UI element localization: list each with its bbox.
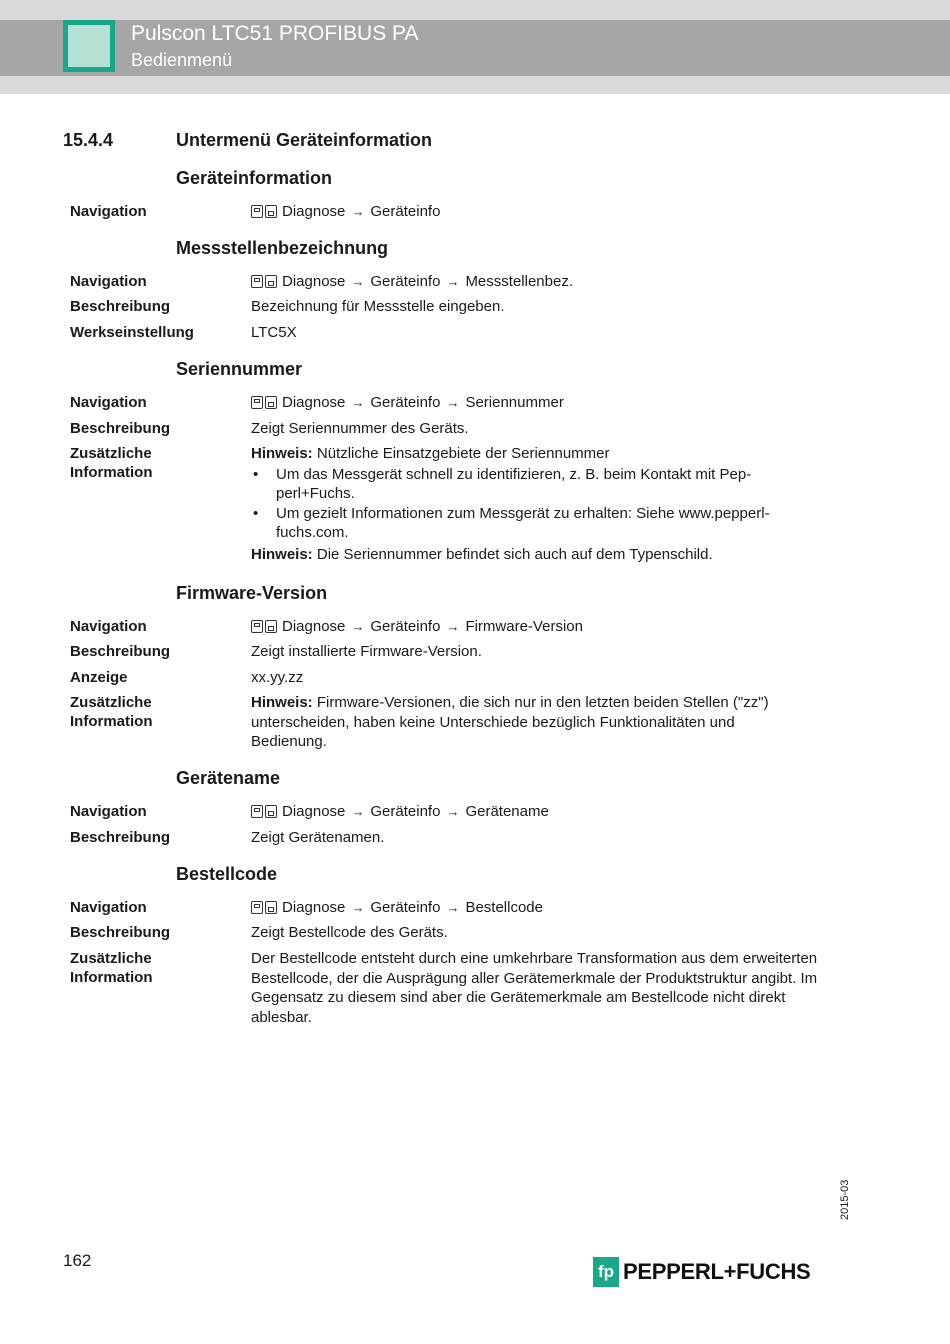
operate-key-icon [265, 205, 277, 218]
messstelle-werkseinstellung: LTC5X [251, 324, 297, 341]
arrow-icon: → [446, 619, 460, 634]
display-key-icon [251, 620, 263, 633]
nav-path-seriennummer: Diagnose → Geräteinfo → Seriennummer [251, 393, 564, 412]
page-number: 162 [63, 1251, 92, 1270]
firmware-anzeige: xx.yy.zz [251, 669, 304, 686]
display-key-icon [251, 205, 263, 218]
label-zusaetzliche-information: Zusätzliche Information [70, 694, 153, 730]
arrow-icon: → [351, 900, 365, 915]
label-zusaetzliche-information: Zusätzliche Information [70, 950, 153, 986]
label-beschreibung: Beschreibung [70, 829, 171, 846]
label-beschreibung: Beschreibung [70, 924, 171, 941]
subheading-geraetename: Gerätename [176, 768, 281, 788]
list-item: • Um gezielt Informationen zum Messgerät zu erhalten: Siehe www.pepperl-fuchs.com. [251, 504, 801, 543]
arrow-icon: → [351, 274, 365, 289]
header-top-strip [0, 0, 950, 20]
nav-path-bestellcode: Diagnose → Geräteinfo → Bestellcode [251, 898, 543, 917]
chapter-marker-icon [63, 20, 115, 72]
label-navigation: Navigation [70, 618, 147, 635]
arrow-icon: → [446, 900, 460, 915]
geraetename-beschreibung: Zeigt Gerätenamen. [251, 829, 385, 846]
display-key-icon [251, 805, 263, 818]
operate-key-icon [265, 805, 277, 818]
operate-key-icon [265, 275, 277, 288]
label-navigation: Navigation [70, 394, 147, 411]
list-item: • Um das Messgerät schnell zu identifizieren, z. B. beim Kontakt mit Pep-perl+Fuchs. [251, 465, 801, 504]
nav-path-firmware: Diagnose → Geräteinfo → Firmware-Version [251, 617, 583, 636]
messstelle-beschreibung: Bezeichnung für Messstelle eingeben. [251, 298, 505, 315]
section-number: 15.4.4 [63, 130, 114, 150]
nav-path-geraetename: Diagnose → Geräteinfo → Gerätename [251, 802, 549, 821]
document-subtitle: Bedienmenü [131, 50, 233, 70]
label-zusaetzliche-information: Zusätzliche Information [70, 445, 153, 481]
document-title: Pulscon LTC51 PROFIBUS PA [131, 22, 419, 45]
label-anzeige: Anzeige [70, 669, 128, 686]
label-beschreibung: Beschreibung [70, 298, 171, 315]
header-bottom-strip [0, 76, 950, 94]
bestellcode-zusatz: Der Bestellcode entsteht durch eine umkehrbare Transformation aus dem erweiterten Bestellcode, der die Ausprägung aller Gerätemerkmale der Produktstruktur angibt. Im Gegensatz zu diesem sind aber die Gerätemerkmale am Bestellcode nicht direkt ablesbar. [251, 950, 818, 1026]
arrow-icon: → [351, 619, 365, 634]
operate-key-icon [265, 396, 277, 409]
subheading-firmware: Firmware-Version [176, 583, 328, 603]
subheading-bestellcode: Bestellcode [176, 864, 278, 884]
nav-path-geraeteinfo: Diagnose → Geräteinfo [251, 202, 440, 221]
label-beschreibung: Beschreibung [70, 420, 171, 437]
label-navigation: Navigation [70, 273, 147, 290]
nav-path-messstelle: Diagnose → Geräteinfo → Messstellenbez. [251, 272, 573, 291]
arrow-icon: → [351, 395, 365, 410]
subheading-seriennummer: Seriennummer [176, 359, 303, 379]
display-key-icon [251, 396, 263, 409]
subheading-messstelle: Messstellenbezeichnung [176, 238, 389, 258]
label-beschreibung: Beschreibung [70, 643, 171, 660]
arrow-icon: → [446, 274, 460, 289]
arrow-icon: → [351, 804, 365, 819]
label-werkseinstellung: Werkseinstellung [70, 324, 194, 341]
display-key-icon [251, 901, 263, 914]
publication-date: 2015-03 [839, 1179, 851, 1220]
label-navigation: Navigation [70, 803, 147, 820]
arrow-icon: → [351, 204, 365, 219]
arrow-icon: → [446, 804, 460, 819]
operate-key-icon [265, 620, 277, 633]
bestellcode-beschreibung: Zeigt Bestellcode des Geräts. [251, 924, 448, 941]
label-navigation: Navigation [70, 899, 147, 916]
firmware-zusatz: Hinweis: Firmware-Versionen, die sich nur in den letzten beiden Stellen ("zz") unterscheiden, haben keine Unterschiede bezüglich Funktionalitäten und Bedienung. [251, 694, 769, 750]
pepperl-fuchs-logo-icon: fp [593, 1257, 619, 1287]
arrow-icon: → [446, 395, 460, 410]
subheading-geraeteinformation: Geräteinformation [176, 168, 333, 188]
brand-logo [593, 1257, 810, 1287]
label-navigation: Navigation [70, 203, 147, 220]
seriennummer-beschreibung: Zeigt Seriennummer des Geräts. [251, 420, 469, 437]
brand-name: PEPPERL+FUCHS [623, 1259, 811, 1284]
operate-key-icon [265, 901, 277, 914]
firmware-beschreibung: Zeigt installierte Firmware-Version. [251, 643, 482, 660]
section-title: Untermenü Geräteinformation [176, 130, 433, 150]
seriennummer-zusatz: Hinweis: Nützliche Einsatzgebiete der Seriennummer • Um das Messgerät schnell zu identifizieren, z. B. beim Kontakt mit Pep-perl+Fuchs. • Um gezielt Informationen zum Messgerät zu erhalten: Siehe www.pepperl-fuchs.com. Hinweis: Die Seriennummer befindet sich auch auf dem Typenschild. [251, 444, 836, 564]
display-key-icon [251, 275, 263, 288]
